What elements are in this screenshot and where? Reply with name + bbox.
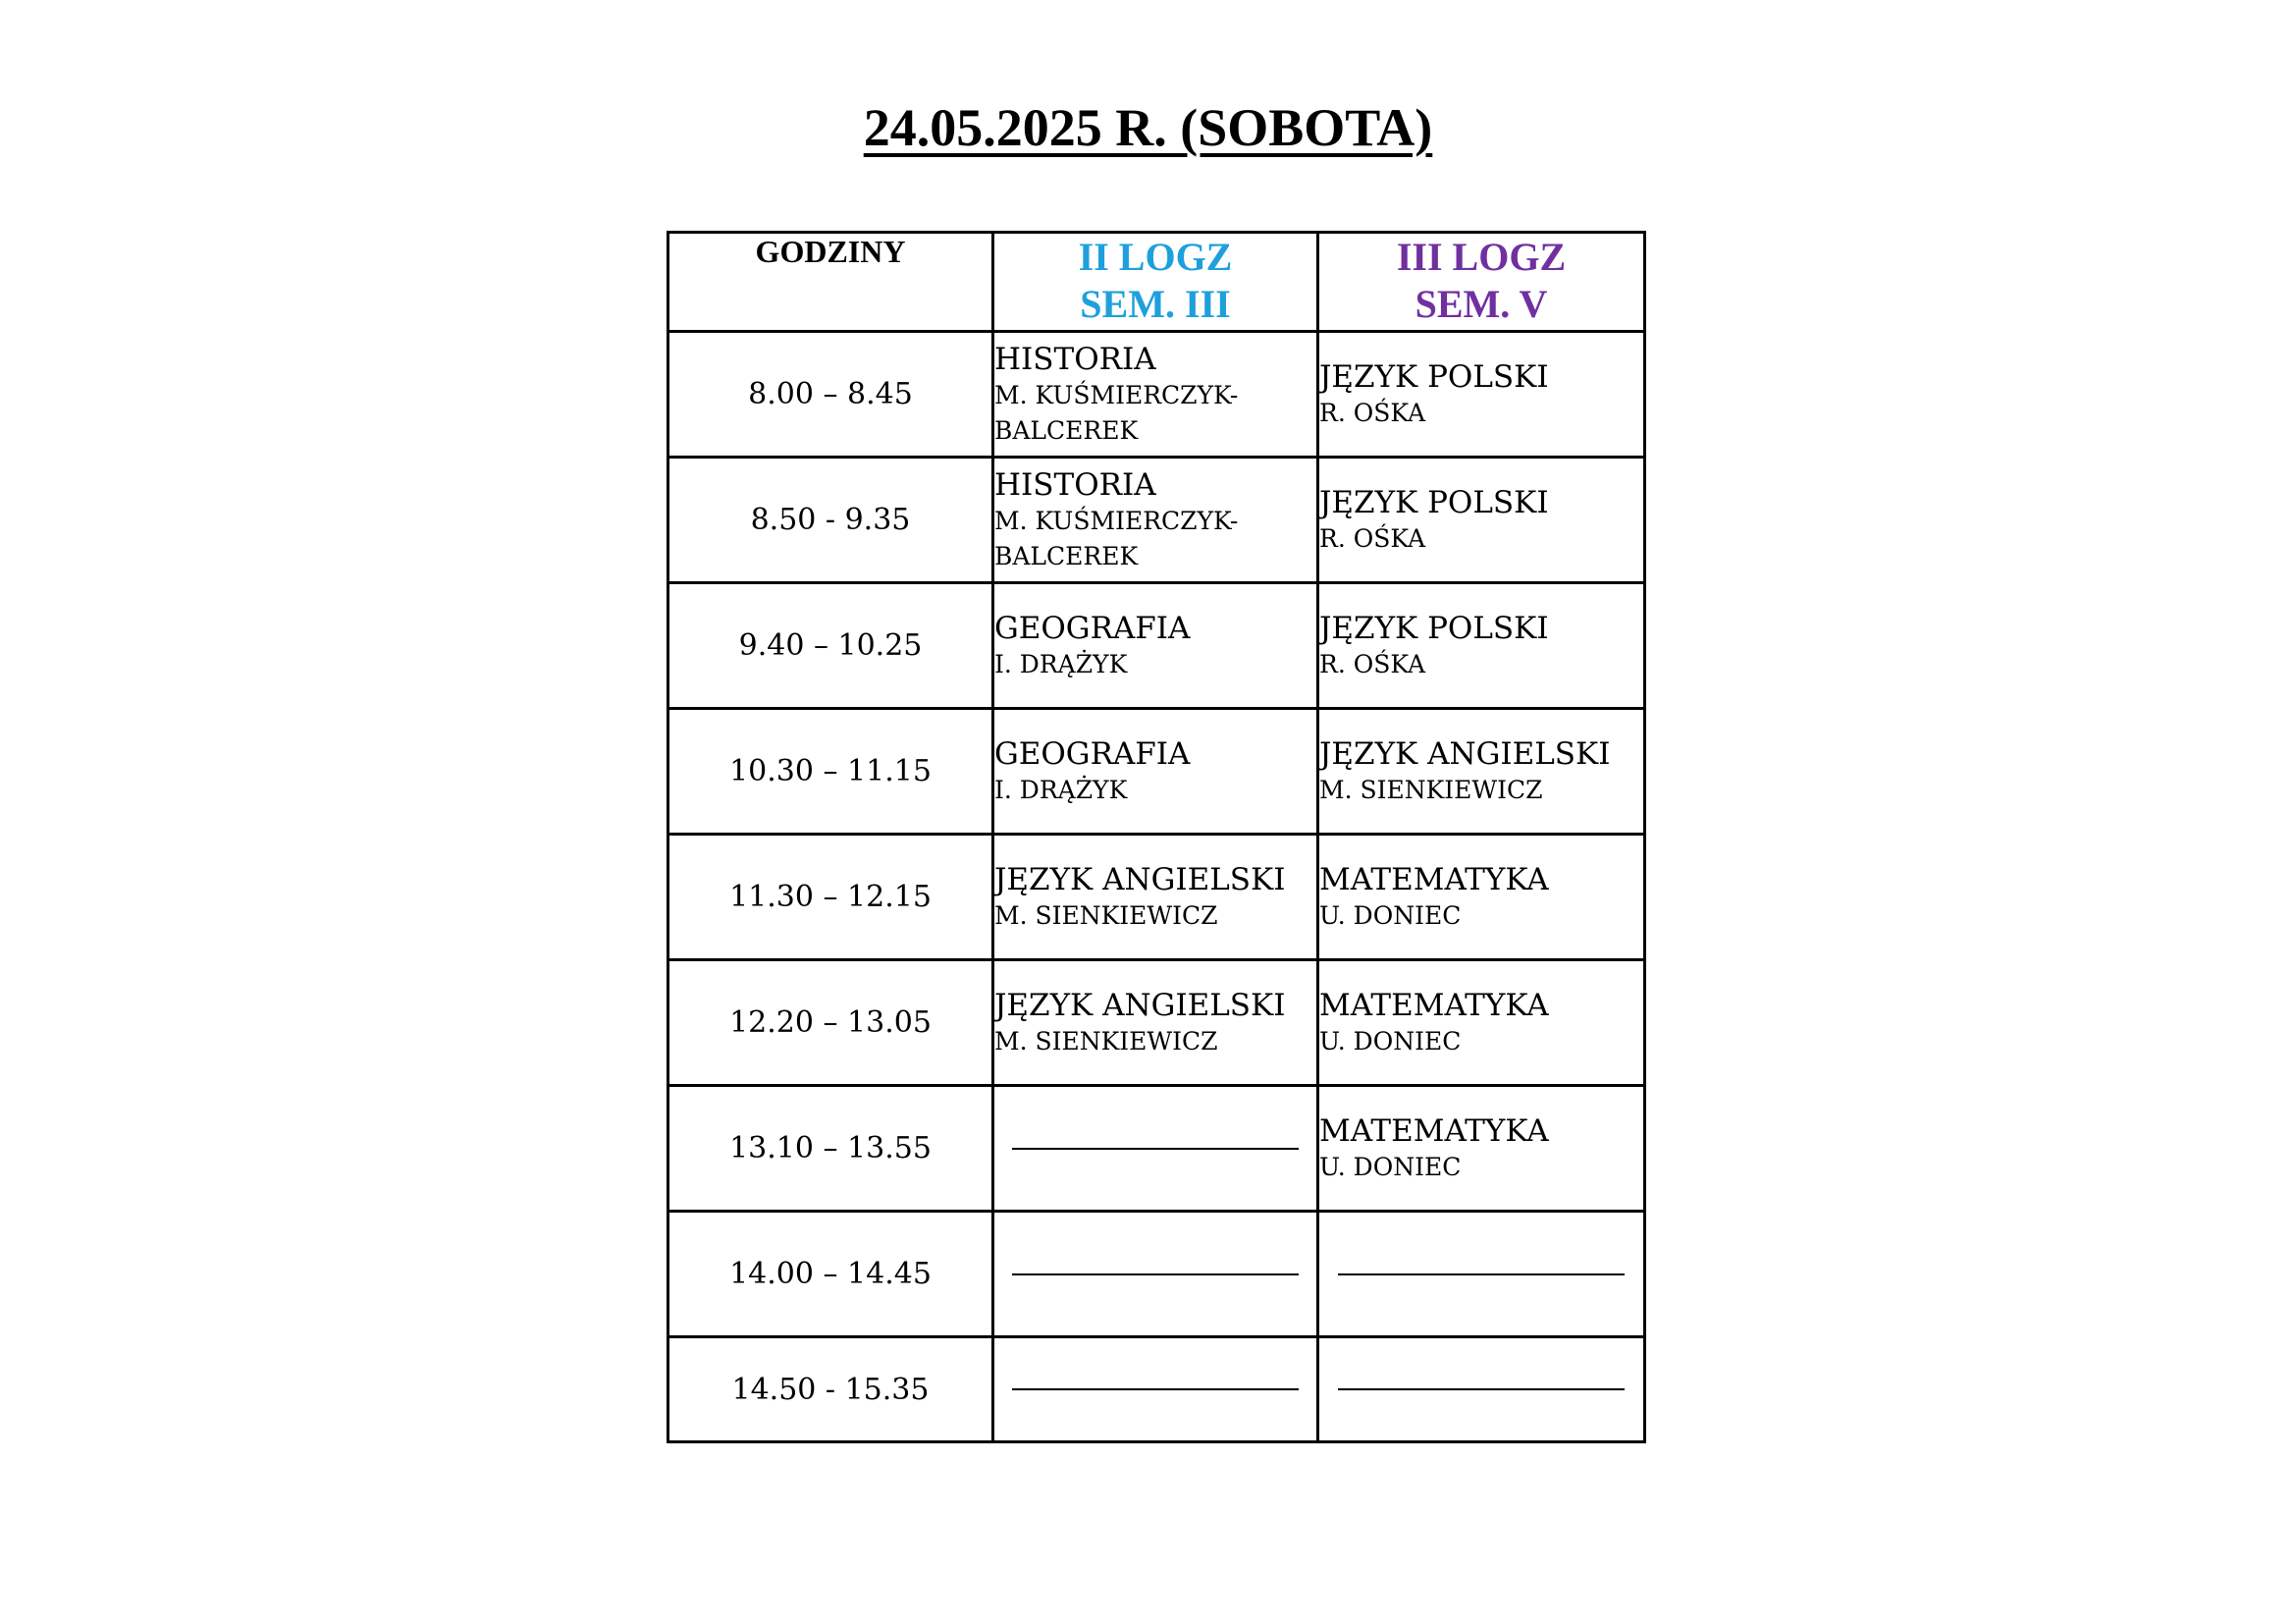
lesson-teacher: M. SIENKIEWICZ [994,1026,1218,1056]
empty-slot-line [1012,1148,1299,1150]
lesson-hours: 8.50 - 9.35 [668,458,993,583]
empty-slot-text [1299,1380,1300,1381]
lesson-subject: JĘZYK ANGIELSKI [994,861,1286,897]
table-row [668,1212,1645,1337]
lesson-teacher: M. SIENKIEWICZ [1319,775,1543,804]
lesson-cell [1318,835,1645,960]
lesson-hours: 11.30 – 12.15 [668,835,993,960]
empty-slot-text [1625,1266,1626,1267]
lesson-teacher: U. DONIEC [1319,900,1462,930]
lesson-cell [1318,1086,1645,1212]
empty-slot-line [1338,1388,1625,1390]
lesson-teacher: U. DONIEC [1319,1026,1462,1056]
lesson-cell [993,458,1318,583]
empty-slot-line [1338,1273,1625,1275]
empty-lesson-cell [993,1212,1318,1337]
lesson-cell [1318,960,1645,1086]
lesson-subject: JĘZYK ANGIELSKI [994,987,1286,1023]
lesson-hours: 14.00 – 14.45 [668,1212,993,1337]
lesson-cell [1318,583,1645,709]
lesson-teacher: M. KUŚMIERCZYK- BALCEREK [994,506,1239,570]
table-header-row [668,233,1645,332]
table-row [668,1086,1645,1212]
lesson-cell [1318,332,1645,458]
empty-slot-line [1012,1388,1299,1390]
class-name: III LOGZ [1396,235,1567,279]
table-row [668,1337,1645,1442]
lesson-subject: MATEMATYKA [1319,987,1549,1023]
lesson-hours: 12.20 – 13.05 [668,960,993,1086]
lesson-cell [1318,458,1645,583]
lesson-teacher: R. OŚKA [1319,523,1426,553]
empty-slot-text [1299,1266,1300,1267]
lesson-teacher: R. OŚKA [1319,649,1426,678]
lesson-hours: 14.50 - 15.35 [668,1337,993,1442]
lesson-subject: JĘZYK POLSKI [1319,610,1549,646]
table-row [668,458,1645,583]
lesson-teacher: I. DRĄŻYK [994,649,1128,678]
page-title: 24.05.2025 R. (SOBOTA) [863,98,1433,157]
lesson-hours: 13.10 – 13.55 [668,1086,993,1212]
empty-slot-line [1012,1273,1299,1275]
lesson-hours: 10.30 – 11.15 [668,709,993,835]
lesson-cell [993,835,1318,960]
lesson-cell [1318,709,1645,835]
lesson-hours: 9.40 – 10.25 [668,583,993,709]
table-row [668,583,1645,709]
table-row [668,960,1645,1086]
lesson-cell [993,332,1318,458]
lesson-subject: GEOGRAFIA [994,735,1191,772]
lesson-subject: HISTORIA [994,341,1156,377]
schedule-body [668,332,1645,1442]
lesson-cell [993,709,1318,835]
lesson-cell [993,960,1318,1086]
schedule-table [667,231,1646,1443]
lesson-subject: JĘZYK POLSKI [1319,358,1549,395]
lesson-teacher: M. KUŚMIERCZYK- BALCEREK [994,380,1239,445]
lesson-subject: MATEMATYKA [1319,861,1549,897]
lesson-subject: GEOGRAFIA [994,610,1191,646]
lesson-teacher: I. DRĄŻYK [994,775,1128,804]
class-header-iii-logz [1318,233,1645,332]
empty-lesson-cell [1318,1337,1645,1442]
lesson-subject: JĘZYK ANGIELSKI [1319,735,1611,772]
lesson-subject: JĘZYK POLSKI [1319,484,1549,520]
hours-column-header: GODZINY [668,233,993,332]
table-row [668,709,1645,835]
empty-lesson-cell [993,1337,1318,1442]
lesson-hours: 8.00 – 8.45 [668,332,993,458]
table-row [668,835,1645,960]
lesson-teacher: M. SIENKIEWICZ [994,900,1218,930]
lesson-subject: MATEMATYKA [1319,1112,1549,1149]
empty-slot-text [1625,1380,1626,1381]
empty-lesson-cell [1318,1212,1645,1337]
class-semester: SEM. III [1080,282,1231,326]
empty-lesson-cell [993,1086,1318,1212]
empty-slot-text [1299,1140,1300,1141]
lesson-subject: HISTORIA [994,466,1156,503]
class-name: II LOGZ [1078,235,1233,279]
class-header-ii-logz [993,233,1318,332]
table-row [668,332,1645,458]
lesson-teacher: R. OŚKA [1319,398,1426,427]
class-semester: SEM. V [1415,282,1548,326]
lesson-cell [993,583,1318,709]
lesson-teacher: U. DONIEC [1319,1152,1462,1181]
